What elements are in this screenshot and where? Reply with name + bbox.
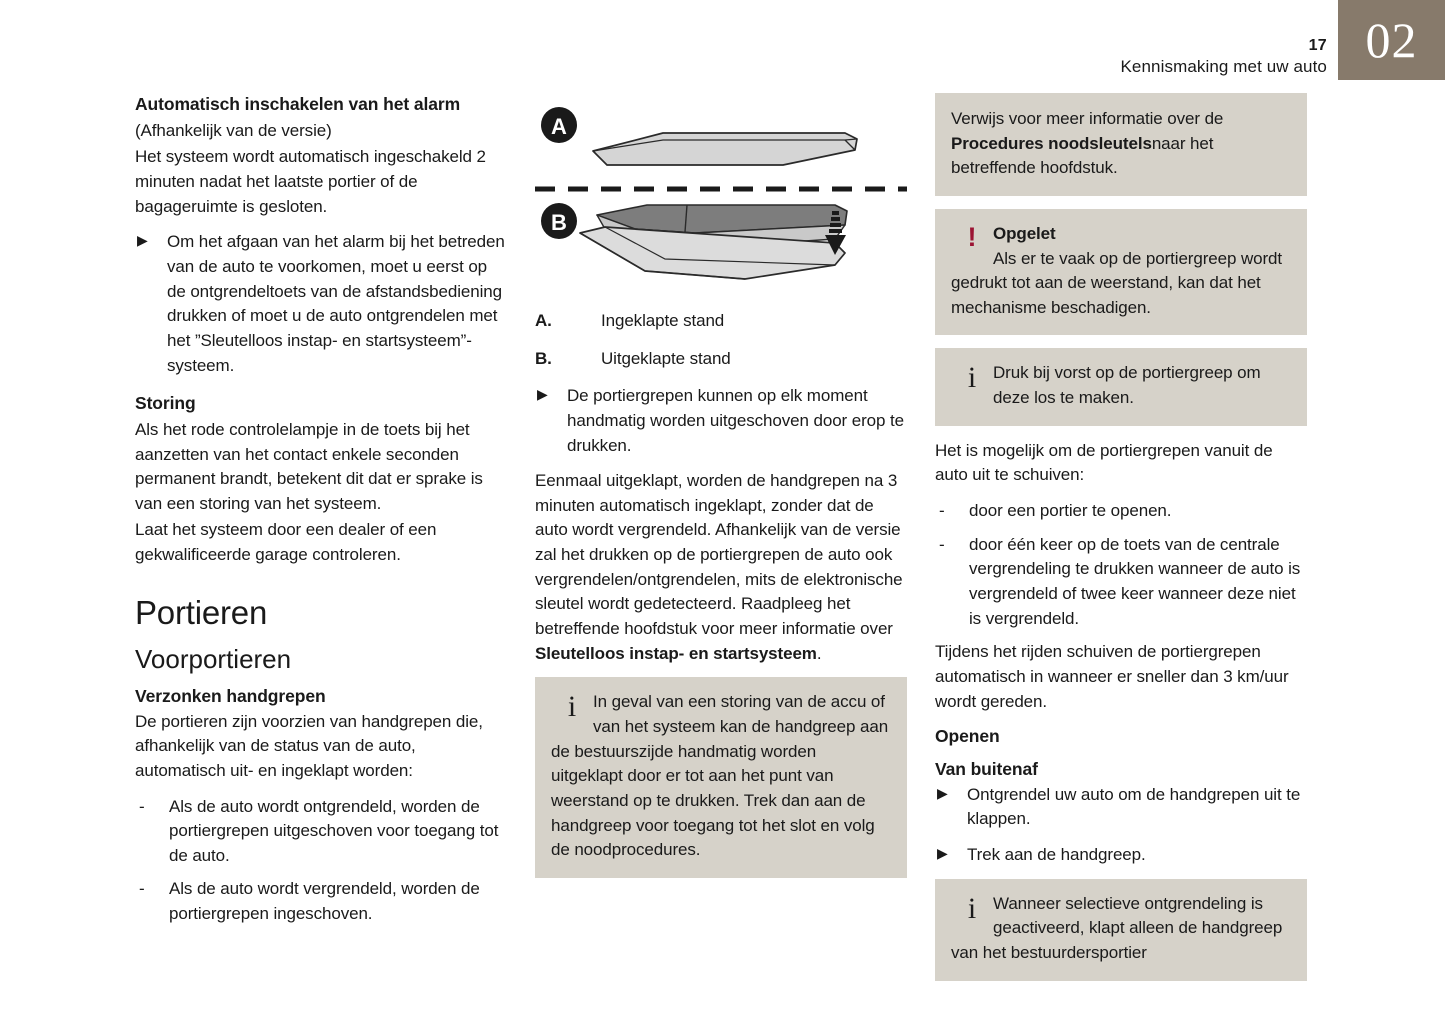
- note-text: Wanneer selectieve ontgrendeling is geactiveerd, klapt alleen de handgreep van het bestuurdersportier: [951, 893, 1283, 962]
- left-column: [135, 93, 507, 994]
- arrow-bullet-icon: ▶: [937, 784, 948, 801]
- figure-label-a: A: [551, 114, 567, 139]
- note-text-part-1: Verwijs voor meer informatie over de: [951, 109, 1224, 128]
- heading-automatisch-inschakelen: Automatisch inschakelen van het alarm: [135, 94, 461, 114]
- page-number: 17: [1308, 37, 1327, 54]
- paragraph-text-part-1: Eenmaal uitgeklapt, worden de handgrepen na 3 minuten automatisch ingeklapt, zonder dat de auto wordt vergrendeld. Afhankelijk van de versie zal het drukken op de portiergrepen de auto ook vergrendelen/ontgrendelen, mits de elektronische sleutel wordt gedetecteerd. Raadpleeg het betreffende hoofdstuk voor meer informatie over: [535, 471, 903, 639]
- bullet-text: Ontgrendel uw auto om de handgrepen uit te klappen.: [967, 784, 1301, 829]
- note-box-storing-accu: [535, 677, 907, 877]
- dash-bullet-icon: -: [139, 796, 145, 816]
- caption-key: A.: [535, 311, 552, 330]
- bullet-alarm-voorkomen: [135, 230, 507, 378]
- bullet-text: Trek aan de handgreep.: [967, 844, 1146, 864]
- paragraph-eenmaal-uitgeklapt: [535, 469, 907, 666]
- note-text: In geval van een storing van de accu of van het systeem kan de handgreep aan de bestuurszijde handmatig worden uitgeklapt door er tot aan het punt van weerstand op te drukken. Trek dan aan de handgreep voor toegang tot het slot en volg de noodprocedures.: [551, 692, 889, 860]
- paragraph-storing-2: Laat het systeem door een dealer of een gekwalificeerde garage controleren.: [135, 520, 437, 565]
- arrow-bullet-icon: ▶: [537, 386, 548, 403]
- info-icon: i: [967, 891, 977, 925]
- door-handle-figure: [535, 93, 907, 303]
- right-column: [935, 93, 1307, 994]
- list-item-text: Als de auto wordt vergrendeld, worden de portiergrepen ingeschoven.: [169, 879, 480, 924]
- figure-label-b: B: [551, 210, 567, 235]
- heading-verzonken-handgrepen: Verzonken handgrepen: [135, 685, 326, 706]
- middle-column: [535, 93, 907, 994]
- note-box-verwijs-procedures: [935, 93, 1307, 196]
- paragraph-mogelijk-uitschuiven: Het is mogelijk om de portiergrepen vanuit de auto uit te schuiven:: [935, 440, 1273, 485]
- arrow-bullet-icon: ▶: [137, 232, 148, 249]
- list-item: [935, 499, 1307, 524]
- caption-value: Uitgeklapte stand: [601, 348, 731, 368]
- caption-key: B.: [535, 348, 552, 368]
- bullet-text: Om het afgaan van het alarm bij het betreden van de auto te voorkomen, moet u eerst op de ontgrendeltoets van de afstandsbediening drukken of moet u de auto ontgrendelen met het ”Sleutelloos instap- en startsysteem”-systeem.: [167, 232, 505, 375]
- chapter-number: 02: [1365, 12, 1418, 68]
- door-handle-diagram: [535, 93, 907, 298]
- note-box-vorst: [935, 348, 1307, 425]
- bullet-handmatig-uitschuiven: [535, 384, 907, 458]
- note-box-opgelet-warning: [935, 209, 1307, 336]
- note-bold-term: Procedures noodsleutels: [951, 133, 1152, 153]
- dash-bullet-icon: -: [939, 534, 945, 554]
- note-text: Als er te vaak op de portiergreep wordt gedrukt tot aan de weerstand, kan dat het mechanisme beschadigen.: [951, 248, 1283, 317]
- list-item: [935, 533, 1307, 632]
- heading-van-buitenaf: Van buitenaf: [935, 758, 1038, 779]
- page-content: [135, 93, 1307, 994]
- list-item-text: door een portier te openen.: [969, 501, 1172, 521]
- list-item-text: Als de auto wordt ontgrendeld, worden de portiergrepen uitgeschoven voor toegang tot de auto.: [169, 796, 499, 865]
- info-icon: i: [967, 361, 977, 395]
- bullet-text: De portiergrepen kunnen op elk moment handmatig worden uitgeschoven door erop te drukken.: [567, 386, 904, 455]
- paragraph-afhankelijk-versie: (Afhankelijk van de versie): [135, 120, 332, 140]
- note-title: Opgelet: [993, 223, 1056, 243]
- bullet-trek-handgreep: [935, 843, 1307, 868]
- page-header: [1120, 36, 1327, 77]
- figure-caption-b: [535, 347, 907, 372]
- heading-storing: Storing: [135, 393, 196, 414]
- list-item-text: door één keer op de toets van de centrale vergrendeling te drukken wanneer de auto is vergrendeld of twee keer wanneer deze niet is vergrendeld.: [969, 534, 1301, 628]
- note-text-part-2: naar het betreffende hoofdstuk.: [951, 133, 1214, 178]
- dash-bullet-icon: -: [139, 879, 145, 899]
- paragraph-text-part-2: .: [816, 643, 822, 663]
- bullet-ontgrendel-auto: [935, 783, 1307, 832]
- caption-value: Ingeklapte stand: [601, 311, 725, 330]
- note-text: Druk bij vorst op de portiergreep om deze los te maken.: [993, 363, 1261, 408]
- section-title-portieren: Portieren: [135, 593, 268, 631]
- warning-icon: !: [967, 221, 977, 252]
- subsection-title-voorportieren: Voorportieren: [135, 643, 292, 674]
- note-box-selectieve-ontgrendeling: [935, 879, 1307, 981]
- paragraph-handgrepen: De portieren zijn voorzien van handgrepen die, afhankelijk van de status van de auto, automatisch uit- en ingeklapt worden:: [135, 711, 483, 780]
- paragraph-storing-1: Als het rode controlelampje in de toets bij het aanzetten van het contact enkele seconden permanent brandt, betekent dit dat er sprake is van een storing van het systeem.: [135, 419, 483, 513]
- heading-openen: Openen: [935, 726, 1000, 747]
- header-chapter-title: Kennismaking met uw auto: [1120, 57, 1327, 76]
- paragraph-tijdens-rijden: Tijdens het rijden schuiven de portiergrepen automatisch in wanneer er sneller dan 3 km/uur wordt gereden.: [935, 642, 1289, 711]
- info-icon: i: [567, 690, 577, 724]
- list-item: [135, 795, 507, 869]
- figure-caption-a: [535, 309, 907, 334]
- arrow-bullet-icon: ▶: [937, 844, 948, 861]
- paragraph-bold-term: Sleutelloos instap- en startsysteem: [535, 643, 817, 663]
- list-item: [135, 877, 507, 926]
- chapter-number-tab: [1338, 0, 1445, 80]
- dash-bullet-icon: -: [939, 501, 945, 521]
- handle-retracted-body: [593, 133, 857, 165]
- paragraph-systeem-automatisch: Het systeem wordt automatisch ingeschakeld 2 minuten nadat het laatste portier of de bagageruimte is gesloten.: [135, 147, 486, 216]
